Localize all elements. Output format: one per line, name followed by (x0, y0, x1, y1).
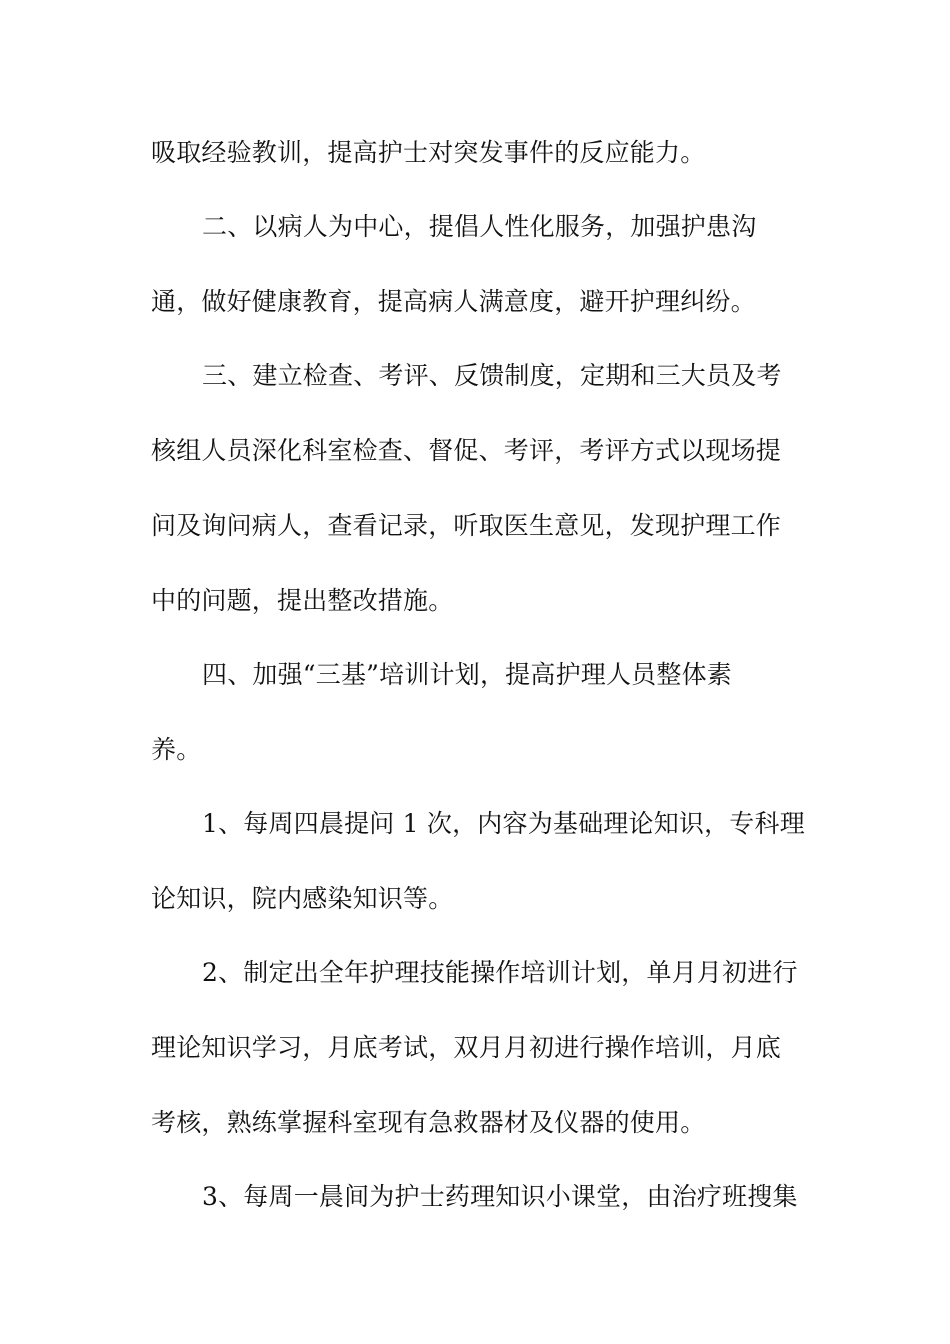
paragraph-line: 1、每周四晨提问 1 次，内容为基础理论知识，专科理 (202, 809, 805, 838)
text-line: 问及询问病人，查看记录，听取医生意见，发现护理工作 (151, 511, 782, 540)
text-line: 论知识，院内感染知识等。 (151, 884, 454, 913)
text-line: 吸取经验教训，提高护士对突发事件的反应能力。 (151, 138, 706, 167)
paragraph-line: 三、建立检查、考评、反馈制度，定期和三大员及考 (202, 361, 782, 390)
paragraph-line: 2、制定出全年护理技能操作培训计划，单月月初进行 (202, 958, 798, 987)
text-line: 考核，熟练掌握科室现有急救器材及仪器的使用。 (151, 1108, 706, 1137)
text-line: 中的问题，提出整改措施。 (151, 586, 454, 615)
text-line: 核组人员深化科室检查、督促、考评，考评方式以现场提 (151, 436, 782, 465)
paragraph-line: 3、每周一晨间为护士药理知识小课堂，由治疗班搜集 (202, 1182, 798, 1211)
text-line: 养。 (151, 735, 202, 764)
text-line: 通，做好健康教育，提高病人满意度，避开护理纠纷。 (151, 287, 756, 316)
paragraph-line: 二、以病人为中心，提倡人性化服务，加强护患沟 (202, 212, 757, 241)
paragraph-line: 四、加强“三基”培训计划，提高护理人员整体素 (202, 660, 732, 689)
text-line: 理论知识学习，月底考试，双月月初进行操作培训，月底 (151, 1033, 782, 1062)
